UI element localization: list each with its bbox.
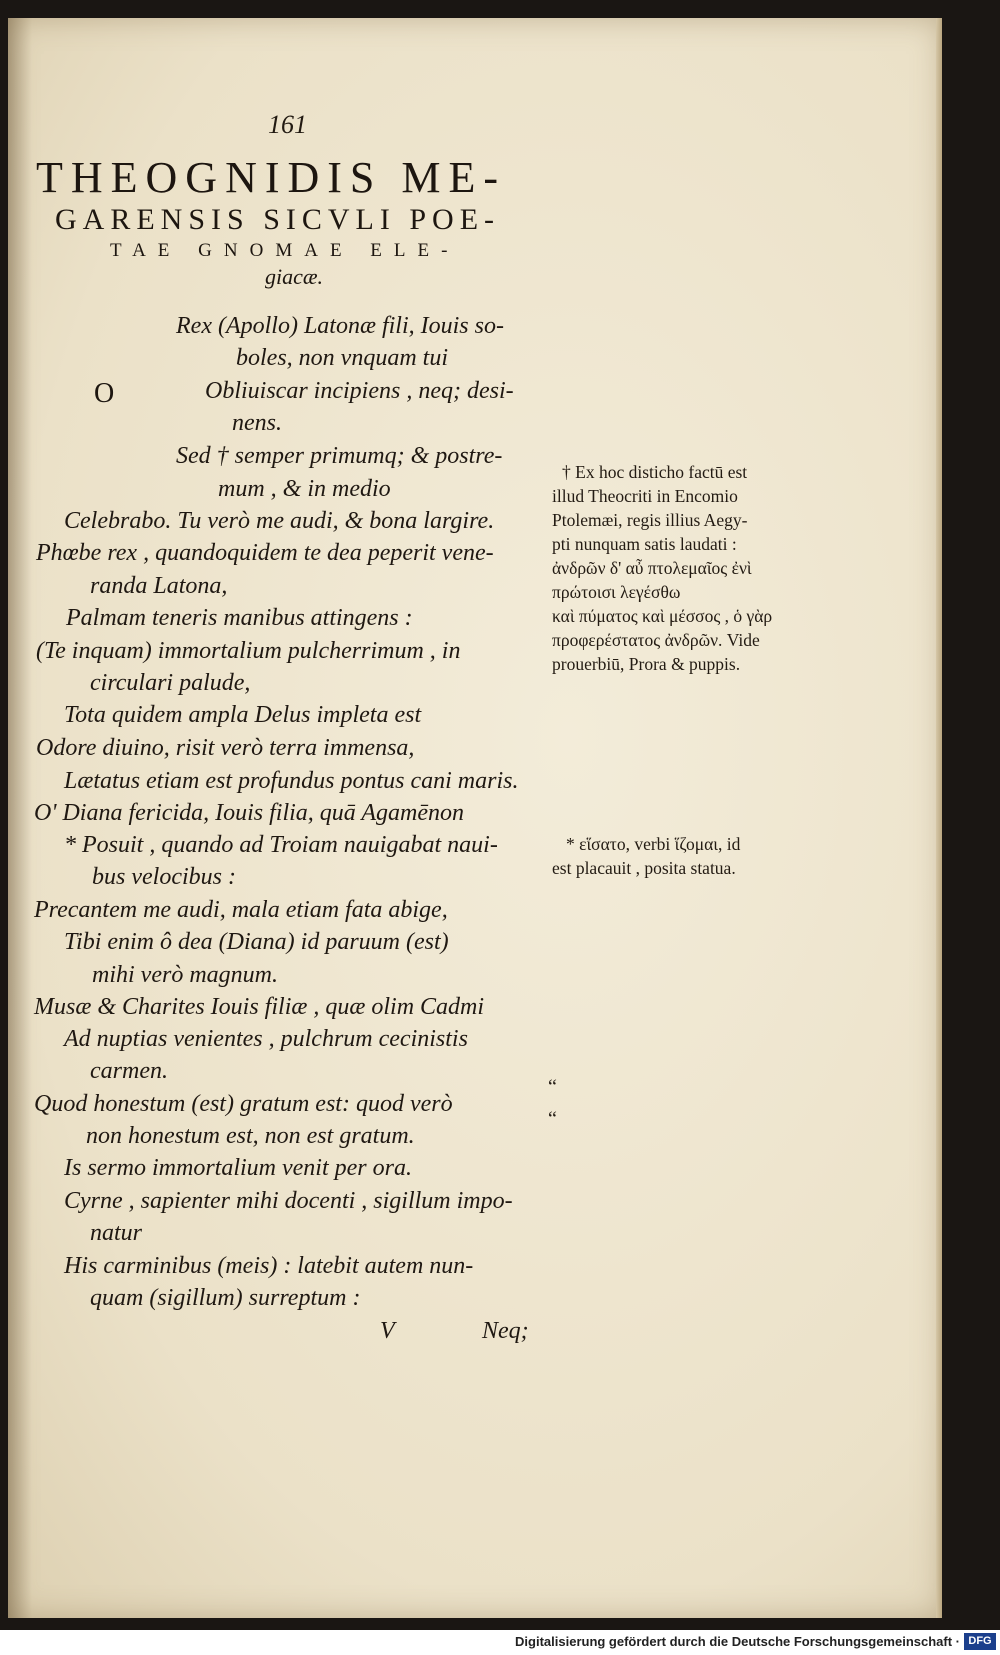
verse-line: nens.: [232, 410, 282, 436]
quote-mark: “: [548, 1108, 557, 1130]
page-number: 161: [268, 110, 307, 139]
verse-line: His carminibus (meis) : latebit autem nun-: [64, 1253, 474, 1279]
verse-line: Celebrabo. Tu verò me audi, & bona largire.: [64, 508, 495, 534]
margin-note-line: est placauit , posita statua.: [552, 858, 736, 878]
verse-line: * Posuit , quando ad Troiam nauigabat naui-: [64, 832, 498, 858]
verse-line: mum , & in medio: [218, 476, 391, 502]
verse-line: mihi verò magnum.: [92, 962, 278, 988]
gutter-shadow: [8, 18, 32, 1618]
verse-line: O' Diana fericida, Iouis filia, quā Agamēnon: [34, 800, 464, 826]
verse-line: Palmam teneris manibus attingens :: [66, 605, 413, 631]
verse-line: randa Latona,: [90, 573, 228, 599]
funding-credit: Digitalisierung gefördert durch die Deutsche Forschungsgemeinschaft ·: [515, 1634, 960, 1649]
verse-line: Cyrne , sapienter mihi docenti , sigillum impo-: [64, 1188, 513, 1214]
verse-line: Lætatus etiam est profundus pontus cani maris.: [64, 768, 519, 794]
verse-line: carmen.: [90, 1058, 168, 1084]
margin-note-line: Ptolemæi, regis illius Aegy-: [552, 510, 748, 530]
margin-note-line: προφερέστατος ἀνδρῶν. Vide: [552, 630, 760, 650]
verse-line: Obliuiscar incipiens , neq; desi-: [205, 378, 514, 404]
verse-line: quam (sigillum) surreptum :: [90, 1285, 361, 1311]
title-line-4: giacæ.: [265, 264, 324, 289]
verse-line: Musæ & Charites Iouis filiæ , quæ olim Cadmi: [34, 994, 485, 1020]
verse-line: Precantem me audi, mala etiam fata abige,: [34, 897, 448, 923]
verse-line: Odore diuino, risit verò terra immensa,: [36, 735, 415, 761]
verse-line: natur: [90, 1220, 143, 1246]
verse-line: Phœbe rex , quandoquidem te dea peperit vene-: [36, 540, 494, 566]
margin-note-line: prouerbiū, Prora & puppis.: [552, 654, 741, 674]
title-line-1: THEOGNIDIS ME-: [36, 153, 507, 202]
title-line-2: GARENSIS SICVLI POE-: [55, 203, 501, 236]
verse-line: Sed † semper primumq; & postre-: [176, 443, 503, 469]
verse-line: circulari palude,: [90, 670, 251, 696]
page-edge: [936, 18, 942, 1618]
dfg-logo: DFG: [964, 1633, 996, 1650]
margin-note-line: * εἵσατο, verbi ἵζομαι, id: [566, 834, 741, 854]
margin-note-line: πρώτοισι λεγέσθω: [552, 582, 681, 602]
margin-note-line: pti nunquam satis laudati :: [552, 534, 737, 554]
title-line-3: TAE GNOMAE ELE-: [110, 240, 460, 261]
initial-letter: O: [94, 378, 115, 409]
margin-note-line: illud Theocriti in Encomio: [552, 486, 738, 506]
margin-note-line: ἀνδρῶν δ' αὖ πτολεμαῖος ἐνὶ: [552, 558, 752, 578]
quote-mark: “: [548, 1076, 557, 1098]
verse-line: Rex (Apollo) Latonæ fili, Iouis so-: [176, 313, 504, 339]
verse-line: Quod honestum (est) gratum est: quod verò: [34, 1091, 453, 1117]
verse-line: Is sermo immortalium venit per ora.: [64, 1155, 412, 1181]
verse-line: bus velocibus :: [92, 864, 236, 890]
signature-mark: V: [380, 1318, 395, 1344]
margin-note-line: καὶ πύματος καὶ μέσσος , ὁ γὰρ: [552, 606, 773, 626]
verse-line: non honestum est, non est gratum.: [86, 1123, 415, 1149]
verse-line: boles, non vnquam tui: [236, 345, 448, 371]
verse-line: Tota quidem ampla Delus impleta est: [64, 702, 422, 728]
verse-line: (Te inquam) immortalium pulcherrimum , in: [36, 638, 461, 664]
verse-line: Tibi enim ô dea (Diana) id paruum (est): [64, 929, 449, 955]
catchword: Neq;: [482, 1318, 529, 1344]
verse-line: Ad nuptias venientes , pulchrum cecinistis: [64, 1026, 468, 1052]
margin-note-line: † Ex hoc disticho factū est: [562, 462, 748, 482]
